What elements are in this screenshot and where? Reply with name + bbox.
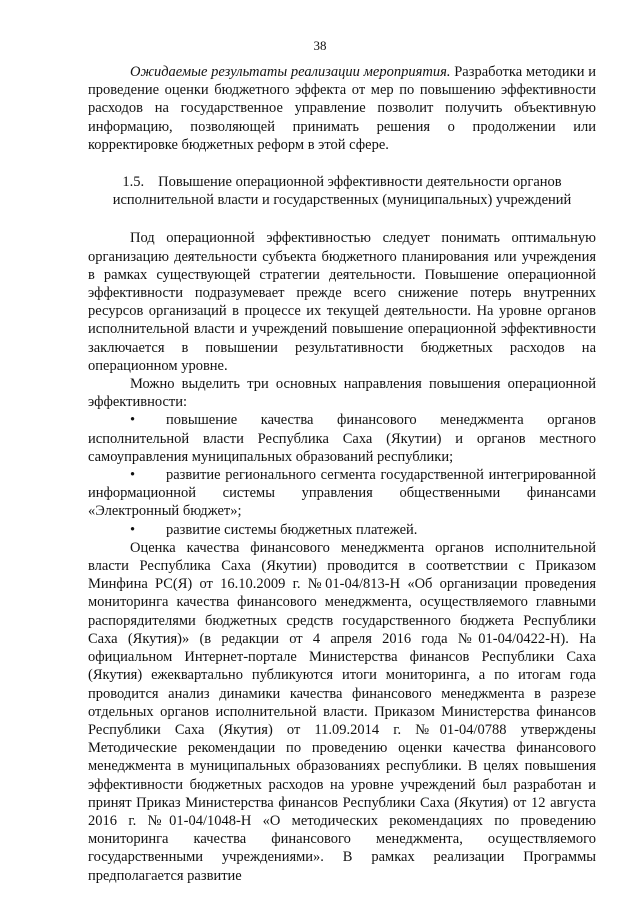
intro-paragraph <box>88 63 596 154</box>
list-item-text: развитие системы бюджетных платежей. <box>166 521 418 538</box>
paragraph-operational-efficiency: Под операционной эффективностью следует понимать оптимальную организацию деятельности субъекта бюджетного планирования или учреждения в рамках существующей стратегии деятельности. Повышение операционной эффективности подразумевает прежде всего снижение потерь внутренних ресурсов организаций в процессе их текущей деятельности. На уровне органов исполнительной власти и учреждений повышение операционной эффективности заключается в повышении результативности бюджетных расходов на операционном уровне. <box>88 230 596 374</box>
paragraph-financial-management-assessment: Оценка качества финансового менеджмента органов исполнительной власти Республика Саха (Якутии) проводится в соответствии с Приказом Минфина РС(Я) от 16.10.2009 г. №01-04/813-Н «Об организации проведения мониторинга качества финансового менеджмента, осуществляемого главными распорядителями бюджетных средств государственного бюджета Республики Саха (Якутия)» (в редакции от 4 апреля 2016 года №01-04/0422-Н). На официальном Интернет-портале Министерства финансов Республики Саха (Якутия) ежеквартально публикуются итоги мониторинга, а по итогам года проводится анализ динамики качества финансового менеджмента в разрезе отдельных органов исполнительной власти. Приказом Министерства финансов Республики Саха (Якутия) от 11.09.2014 г. №01-04/0788 утверждены Методические рекомендации по проведению оценки качества финансового менеджмента в муниципальных образованиях республики. В целях повышения эффективности бюджетных расходов на уровне учреждений был разработан и принят Приказ Министерства финансов Республики Саха (Якутия) от 12 августа 2016 г. №01-04/1048-Н «О методических рекомендациях по проведению мониторинга качества финансового менеджмента, осуществляемого государственными учреждениями». В рамках реализации Программы предполагается развитие <box>88 539 596 884</box>
bullet-icon: • <box>130 467 136 484</box>
section-number: 1.5. <box>122 174 145 191</box>
list-item <box>88 411 596 466</box>
intro-lead: Ожидаемые результаты реализации мероприятия. <box>130 64 451 80</box>
section-heading <box>88 173 596 209</box>
directions-list <box>88 411 596 538</box>
bullet-icon: • <box>130 521 136 538</box>
list-item-text: развитие регионального сегмента государственной интегрированной информационной системы управления общественными финансами «Электронный бюджет»; <box>88 467 596 520</box>
paragraph-directions-intro: Можно выделить три основных направления повышения операционной эффективности: <box>88 376 596 411</box>
list-item <box>88 466 596 521</box>
bullet-icon: • <box>130 412 136 429</box>
document-body <box>88 63 596 885</box>
list-item-text: повышение качества финансового менеджмента органов исполнительной власти Республика Саха (Якутии) и органов местного самоуправления муниципальных образований республики; <box>88 412 596 465</box>
section-title: Повышение операционной эффективности деятельности органов исполнительной власти и государственных (муниципальных) учреждений <box>112 174 572 209</box>
page-number: 38 <box>313 38 327 53</box>
intro-text: Разработка методики и проведение оценки бюджетного эффекта от мер по повышению эффективности расходов на государственное управление позволит получить объективную информацию, позволяющей принимать решения о продолжении или корректировке бюджетных реформ в этой сфере. <box>88 64 596 153</box>
list-item <box>88 521 596 539</box>
